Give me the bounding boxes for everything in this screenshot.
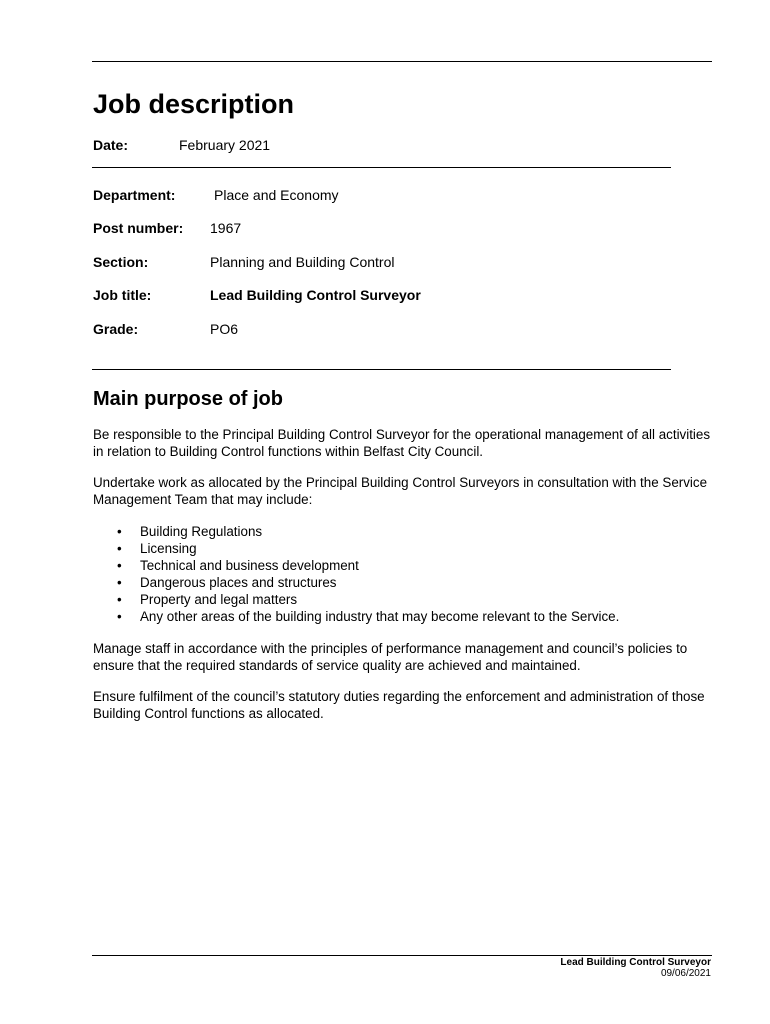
grade-label: Grade: bbox=[93, 321, 139, 337]
bullet-icon: • bbox=[117, 524, 122, 539]
footer-rule bbox=[92, 955, 712, 956]
list-item bbox=[93, 557, 619, 574]
date-value: February 2021 bbox=[179, 137, 271, 153]
post-number-label: Post number: bbox=[93, 220, 184, 236]
bullet-icon: • bbox=[117, 558, 122, 573]
bullet-icon: • bbox=[117, 541, 122, 556]
job-title-value: Lead Building Control Surveyor bbox=[210, 287, 421, 303]
job-title-row bbox=[93, 286, 421, 304]
section-value: Planning and Building Control bbox=[210, 254, 395, 270]
list-item-text: Building Regulations bbox=[140, 524, 263, 539]
list-item bbox=[93, 591, 619, 608]
list-item-text: Any other areas of the building industry that may become relevant to the Service. bbox=[140, 609, 620, 624]
list-item bbox=[93, 574, 619, 591]
main-purpose-heading: Main purpose of job bbox=[93, 388, 283, 410]
date-row bbox=[93, 136, 270, 154]
bullet-icon: • bbox=[117, 575, 122, 590]
list-item-text: Technical and business development bbox=[140, 558, 359, 573]
department-label: Department: bbox=[93, 187, 176, 203]
post-number-value: 1967 bbox=[210, 220, 242, 236]
purpose-paragraph: Undertake work as allocated by the Principal Building Control Surveyors in consultation with the Service Management Team that may include: bbox=[93, 475, 708, 507]
list-item bbox=[93, 540, 619, 557]
header-rule bbox=[92, 61, 712, 62]
document-title: Job description bbox=[93, 89, 295, 119]
section-label: Section: bbox=[93, 254, 149, 270]
list-item bbox=[93, 608, 619, 625]
department-row bbox=[93, 186, 339, 204]
list-item-text: Dangerous places and structures bbox=[140, 575, 337, 590]
list-item bbox=[93, 523, 619, 540]
duties-list bbox=[93, 523, 619, 625]
divider-rule bbox=[92, 167, 671, 168]
grade-row bbox=[93, 320, 238, 338]
list-item-text: Licensing bbox=[140, 541, 197, 556]
divider-rule bbox=[92, 369, 671, 370]
page-footer bbox=[560, 957, 711, 979]
list-item-text: Property and legal matters bbox=[140, 592, 298, 607]
job-title-label: Job title: bbox=[93, 287, 152, 303]
date-label: Date: bbox=[93, 137, 129, 153]
footer-title: Lead Building Control Surveyor bbox=[560, 957, 711, 968]
post-number-row bbox=[93, 219, 241, 237]
department-value: Place and Economy bbox=[214, 187, 339, 203]
section-row bbox=[93, 253, 394, 271]
purpose-paragraph: Ensure fulfilment of the council’s statutory duties regarding the enforcement and administration of those Building Control functions as allocated. bbox=[93, 689, 705, 721]
purpose-paragraph: Be responsible to the Principal Building Control Surveyor for the operational management of all activities in relation to Building Control functions within Belfast City Council. bbox=[93, 427, 711, 459]
bullet-icon: • bbox=[117, 609, 122, 624]
footer-date: 09/06/2021 bbox=[660, 968, 711, 979]
grade-value: PO6 bbox=[210, 321, 239, 337]
purpose-paragraph: Manage staff in accordance with the principles of performance management and council’s policies to ensure that the required standards of service quality are achieved and maintained. bbox=[93, 641, 688, 673]
bullet-icon: • bbox=[117, 592, 122, 607]
